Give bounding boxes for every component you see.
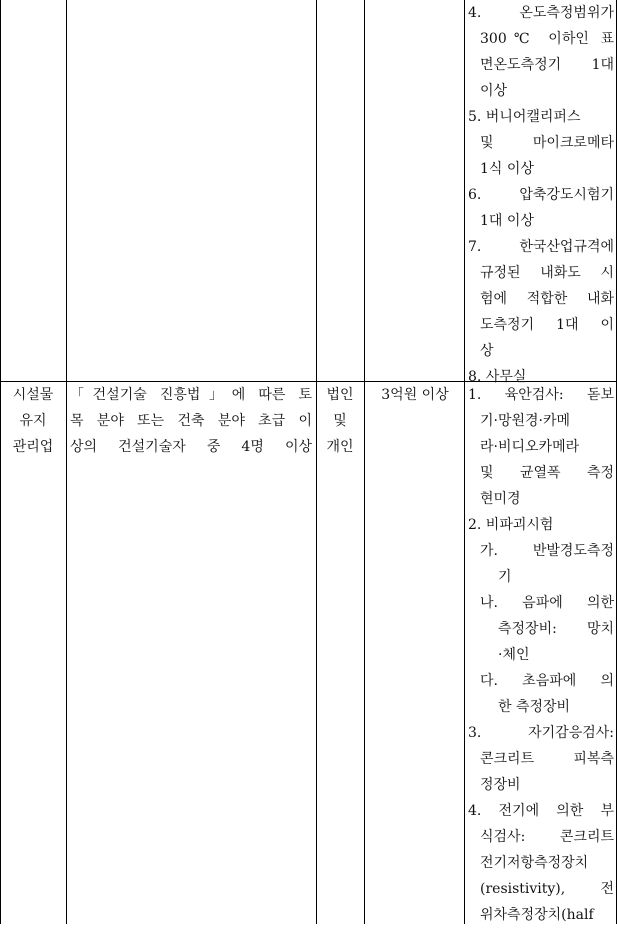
text-line: 4. 전기에 의한 부	[468, 803, 614, 819]
text-line: 기	[498, 569, 512, 585]
text-line: 라·비디오카메라	[480, 439, 580, 455]
table-border-left	[0, 0, 1, 924]
text-line: 상	[480, 343, 494, 359]
text-line: 2. 비파괴시험	[468, 517, 554, 533]
business-type-cell	[2, 382, 64, 460]
text-line: 「건설기술 진흥법」에 따른 토	[70, 387, 312, 403]
table-border-col3	[364, 0, 365, 924]
text-line: 300℃ 이하인 표	[480, 31, 614, 47]
text-line: 전기저항측정장치	[480, 855, 589, 871]
text-line: 1식 이상	[480, 161, 534, 177]
table-border-col2	[316, 0, 317, 924]
entity-type-cell	[318, 382, 362, 460]
text-line: 나. 음파에 의한	[480, 595, 614, 611]
table-border-col4	[464, 0, 465, 924]
text-line: 기·망원경·카메	[480, 413, 571, 429]
text-line: 5. 버니어캘리퍼스	[468, 109, 581, 125]
text-line: 1대 이상	[480, 213, 534, 229]
text-line: 4. 온도측정범위가	[468, 5, 614, 21]
text-line: 7. 한국산업규격에	[468, 239, 614, 255]
text-line: 6. 압축강도시험기	[468, 187, 614, 203]
technician-requirement-cell	[70, 382, 312, 460]
text-line: 및	[333, 413, 347, 429]
text-line: 현미경	[480, 491, 521, 507]
text-line: 및 균열폭 측정	[480, 465, 614, 481]
text-line: 험에 적합한 내화	[480, 291, 614, 307]
text-line: 시설물	[12, 387, 54, 403]
text-line: 가. 반발경도측정	[480, 543, 614, 559]
capital-value: 3억원 이상	[381, 387, 449, 403]
text-line: 8. 사무실	[468, 369, 527, 385]
capital-cell	[369, 382, 461, 408]
text-line: 유지	[19, 413, 47, 429]
text-line: 관리업	[12, 439, 54, 455]
main-row-facilities	[468, 382, 614, 928]
text-line: 개인	[326, 439, 354, 455]
text-line: 콘크리트 피복측	[480, 751, 614, 767]
top-row-facilities	[468, 0, 614, 390]
text-line: 규정된 내화도 시	[480, 265, 614, 281]
text-line: 위차측정장치(half	[480, 907, 594, 923]
text-line: 면온도측정기 1대	[480, 57, 614, 73]
text-line: (resistivity), 전	[480, 881, 614, 897]
text-line: 정장비	[480, 777, 521, 793]
text-line: 1. 육안검사: 돋보	[468, 387, 614, 403]
text-line: 및 마이크로메타	[480, 135, 614, 151]
text-line: 도측정기 1대 이	[480, 317, 614, 333]
table-border-col1	[66, 0, 67, 924]
text-line: ·체인	[498, 647, 530, 663]
text-line: 상의 건설기술자 중 4명 이상	[70, 439, 312, 455]
text-line: 식검사: 콘크리트	[480, 829, 614, 845]
text-line: 3. 자기감응검사:	[468, 725, 614, 741]
text-line: 다. 초음파에 의	[480, 673, 614, 689]
text-line: 측정장비: 망치	[498, 621, 614, 637]
text-line: 목 분야 또는 건축 분야 초급 이	[70, 413, 312, 429]
text-line: 이상	[480, 83, 508, 99]
text-line: 법인	[326, 387, 354, 403]
text-line: 한 측정장비	[498, 699, 571, 715]
